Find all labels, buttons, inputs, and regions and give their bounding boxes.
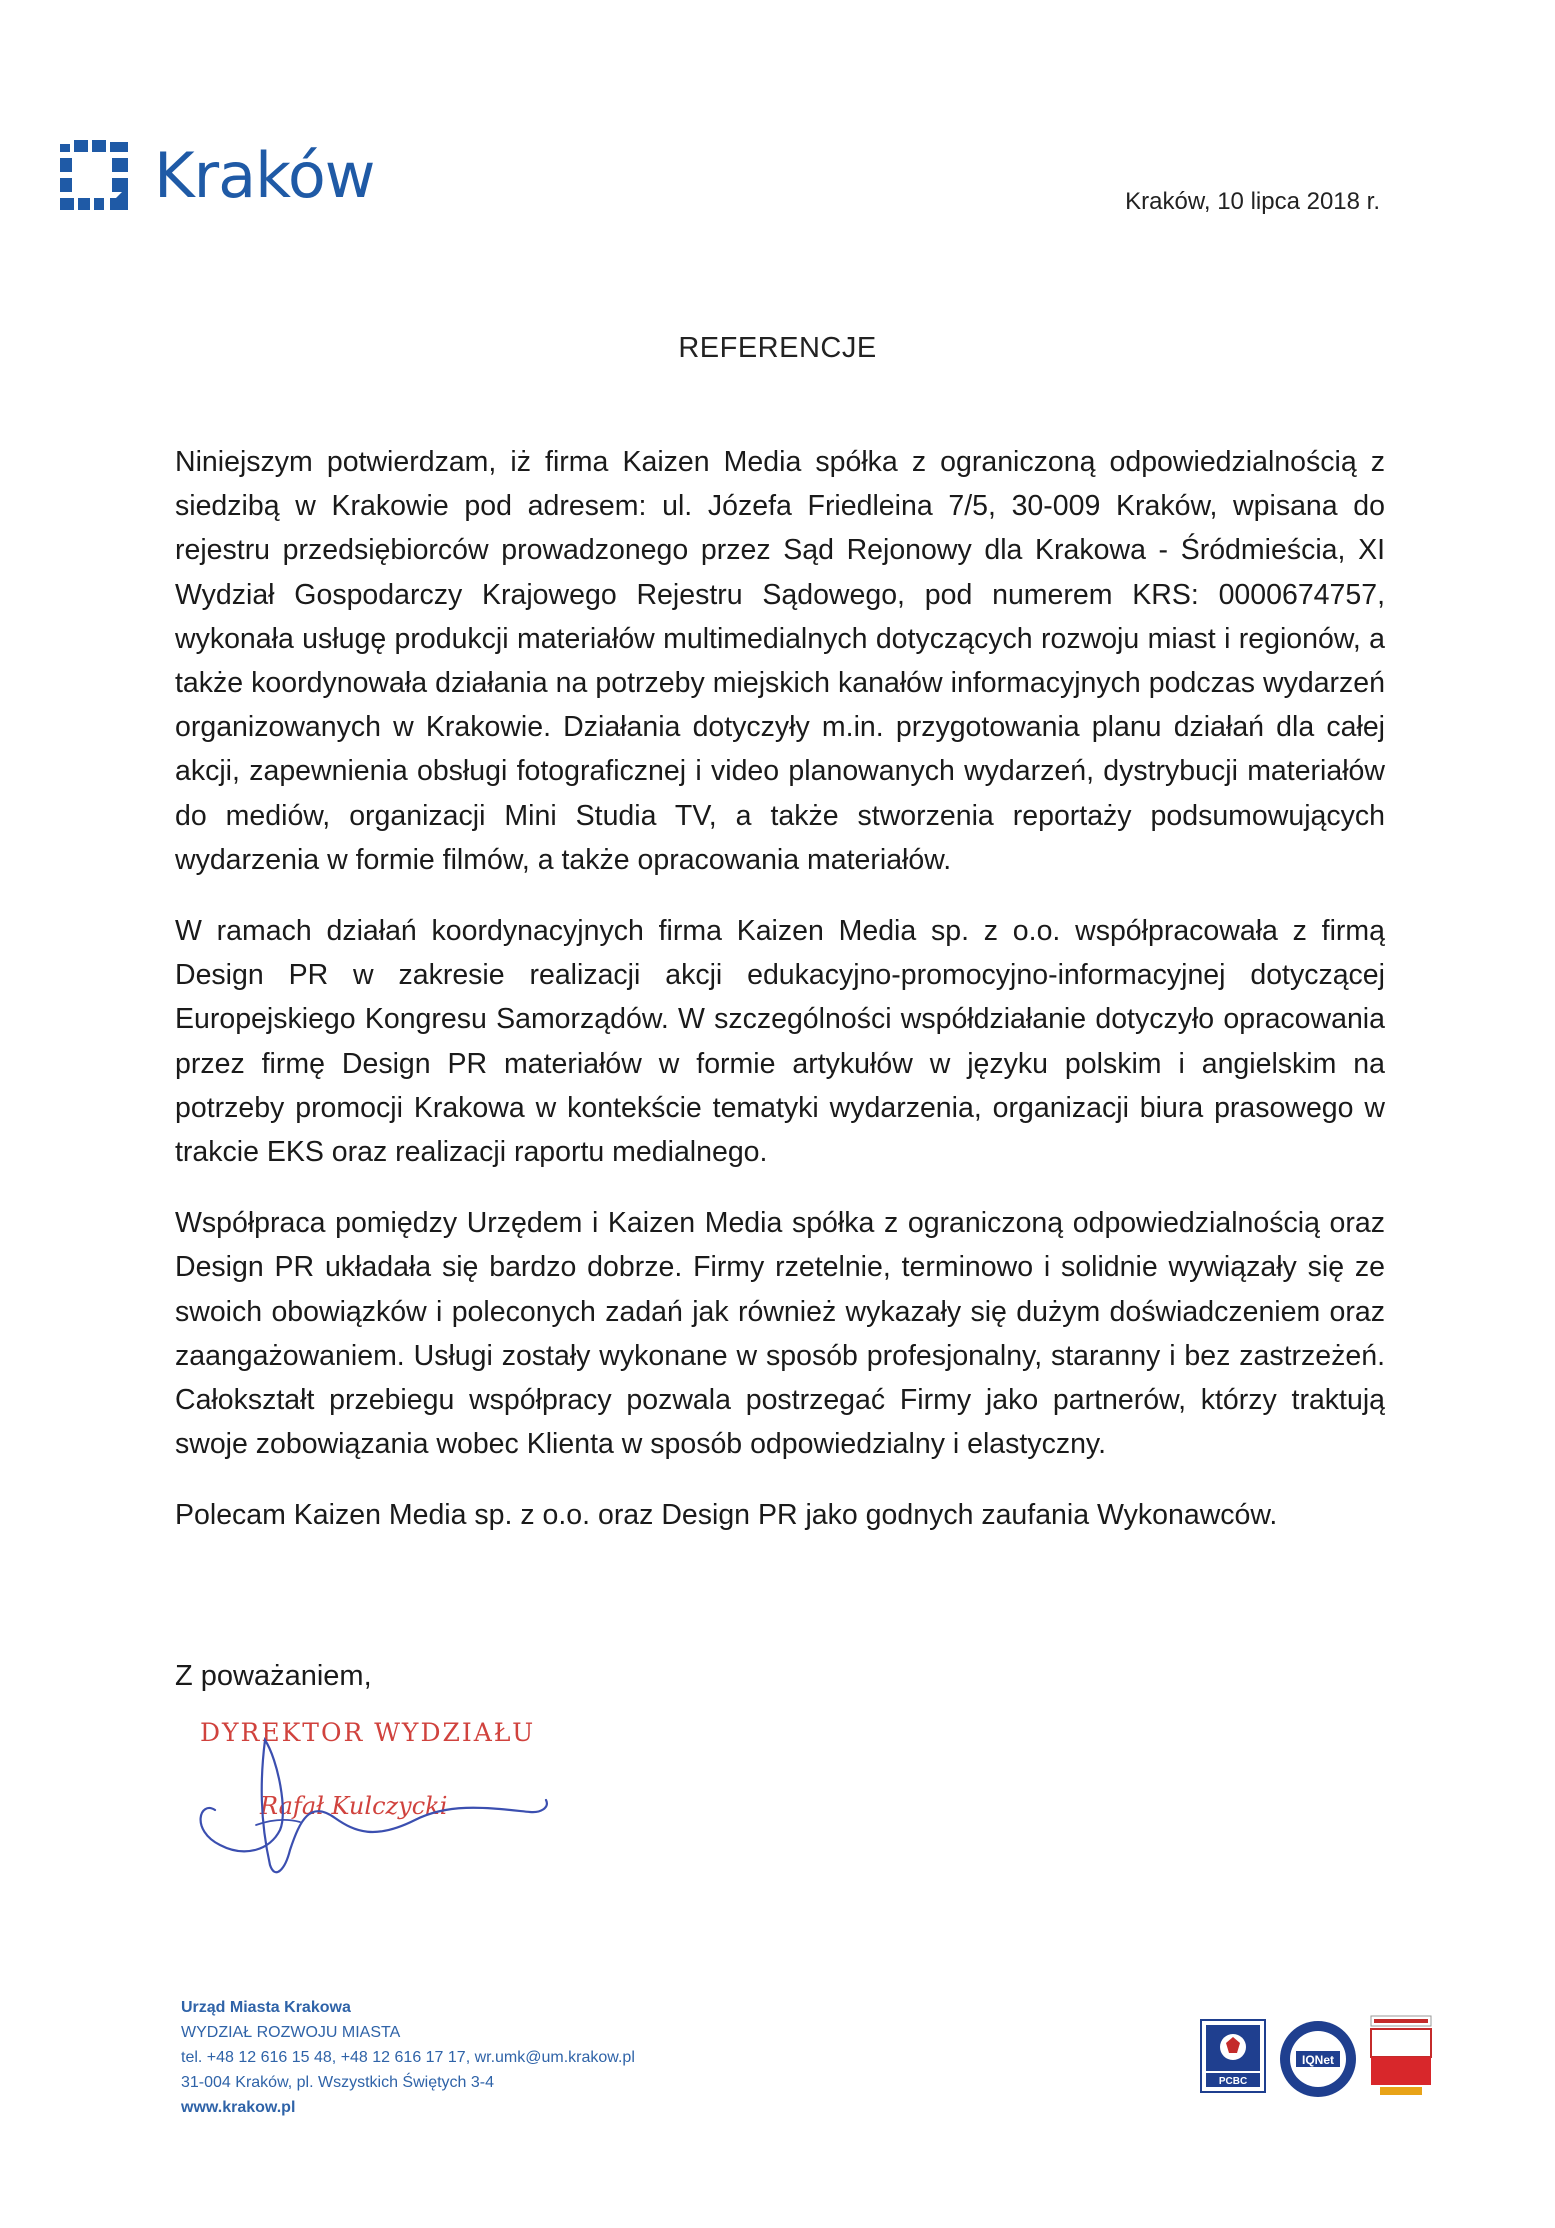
footer-contact <box>181 1995 635 2120</box>
iqnet-certificate-icon <box>1278 2019 1358 2099</box>
paragraph: Polecam Kaizen Media sp. z o.o. oraz Design PR jako godnych zaufania Wykonawców. <box>175 1499 1278 1532</box>
signature-stamp <box>160 1700 620 1880</box>
letter-title: REFERENCJE <box>678 332 877 364</box>
stamp-name: Rafał Kulczycki <box>260 1792 448 1820</box>
footer-address: 31-004 Kraków, pl. Wszystkich Świętych 3-4 <box>181 2074 495 2091</box>
certification-badges <box>1200 2015 1432 2099</box>
letter-date: Kraków, 10 lipca 2018 r. <box>1125 188 1380 215</box>
footer-department: WYDZIAŁ ROZWOJU MIASTA <box>181 2024 401 2041</box>
closing-salutation: Z poważaniem, <box>175 1660 372 1692</box>
krakow-logo <box>60 140 374 212</box>
paragraph: Współpraca pomiędzy Urzędem i Kaizen Media spółka z ograniczoną odpowiedzialnością oraz Design PR układała się bardzo dobrze. Firmy rzetelnie, terminowo i solidnie wywiązały się ze swoich obowiązków i poleconych zadań jak również wykazały się dużym doświadczeniem oraz zaangażowaniem. Usługi zostały wykonane w sposób profesjonalny, staranny i bez zastrzeżeń. Całokształt przebiegu współpracy pozwala postrzegać Firmy jako partnerów, którzy traktują swoje zobowiązania wobec Klienta w sposób odpowiedzialny i elastyczny. <box>175 1207 1385 1461</box>
iqnet-label: IQNet <box>1301 2053 1335 2067</box>
logo-text: Kraków <box>154 139 375 212</box>
paragraph: Niniejszym potwierdzam, iż firma Kaizen Media spółka z ograniczoną odpowiedzialnością z siedzibą w Krakowie pod adresem: ul. Józefa Friedleina 7/5, 30-009 Kraków, wpisana do rejestru przedsiębiorców prowadzonego przez Sąd Rejonowy dla Krakowa - Śródmieścia, XI Wydział Gospodarczy Krajowego Rejestru Sądowego, pod numerem KRS: 0000674757, wykonała usługę produkcji materiałów multimedialnych dotyczących rozwoju miast i regionów, a także koordynowała działania na potrzeby miejskich kanałów informacyjnych podczas wydarzeń organizowanych w Krakowie. Działania dotyczyły m.in. przygotowania planu działań dla całej akcji, zapewnienia obsługi fotograficznej i video planowanych wydarzeń, dystrybucji materiałów do mediów, organizacji Mini Studia TV, a także stworzenia reportaży podsumowujących wydarzenia w formie filmów, a także opracowania materiałów. <box>175 446 1385 876</box>
footer-website: www.krakow.pl <box>181 2099 296 2116</box>
paragraph: W ramach działań koordynacyjnych firma Kaizen Media sp. z o.o. współpracowała z firmą Design PR w zakresie realizacji akcji edukacyjno-promocyjno-informacyjnej dotyczącej Europejskiego Kongresu Samorządów. W szczególności współdziałanie dotyczyło opracowania przez firmę Design PR materiałów w formie artykułów w języku polskim i angielskim na potrzeby promocji Krakowa w kontekście tematyki wydarzenia, organizacji biura prasowego w trakcie EKS oraz realizacji raportu medialnego. <box>175 915 1385 1169</box>
letter-body <box>175 440 1385 1565</box>
footer-office: Urząd Miasta Krakowa <box>181 1999 351 2016</box>
footer-contact-line: tel. +48 12 616 15 48, +48 12 616 17 17, wr.umk@um.krakow.pl <box>181 2049 635 2066</box>
stamp-title: DYREKTOR WYDZIAŁU <box>200 1718 536 1747</box>
pcbc-label: PCBC <box>1218 2076 1248 2087</box>
national-quality-emblem-icon <box>1370 2015 1432 2099</box>
handwritten-signature <box>160 1700 620 1880</box>
pcbc-certificate-icon <box>1200 2019 1266 2099</box>
krakow-logo-mark-icon <box>60 140 132 212</box>
